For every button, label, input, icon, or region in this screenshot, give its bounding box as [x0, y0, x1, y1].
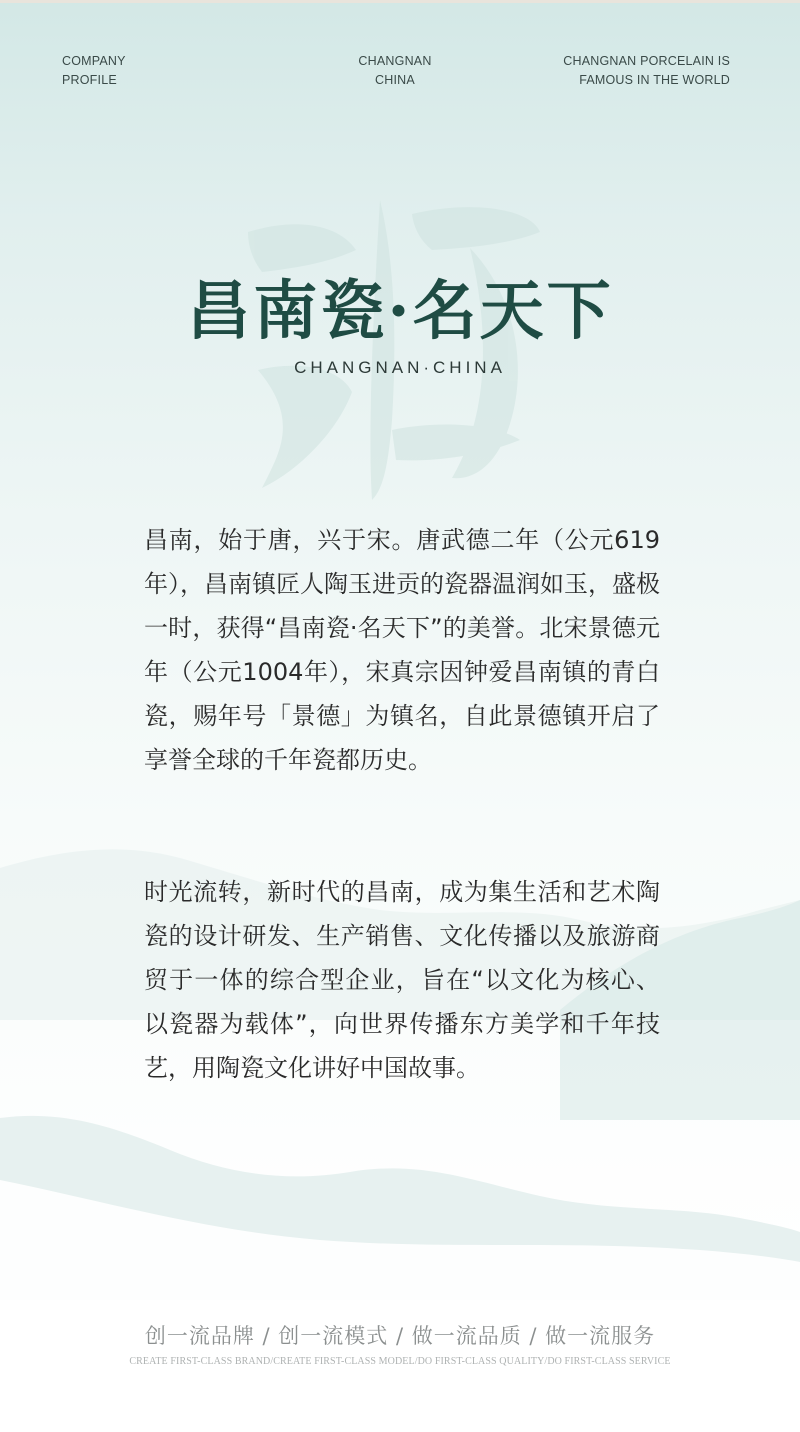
- header-company-profile: [62, 52, 126, 90]
- header-left-line-1: COMPANY: [62, 54, 126, 68]
- page-subtitle: CHANGNAN·CHINA: [294, 358, 506, 377]
- header-right-line-1: CHANGNAN PORCELAIN IS: [563, 54, 730, 68]
- header-location: [345, 52, 445, 90]
- page-title: 昌南瓷·名天下: [186, 274, 614, 349]
- header-left-line-2: PROFILE: [62, 73, 117, 87]
- mission-paragraph: 时光流转，新时代的昌南，成为集生活和艺术陶瓷的设计研发、生产销售、文化传播以及旅游商贸于一体的综合型企业，旨在“以文化为核心、以瓷器为载体”，向世界传播东方美学和千年技艺，用陶瓷文化讲好中国故事。: [144, 878, 660, 1082]
- header-tagline: [563, 52, 730, 90]
- footer-slogan-english: CREATE FIRST-CLASS BRAND/CREATE FIRST-CLASS MODEL/DO FIRST-CLASS QUALITY/DO FIRST-CLASS SERVICE: [129, 1356, 671, 1367]
- header-right-line-2: FAMOUS IN THE WORLD: [579, 73, 730, 87]
- header-mid-line-2: CHINA: [375, 73, 415, 87]
- footer-slogan: 创一流品牌 / 创一流模式 / 做一流品质 / 做一流服务: [144, 1324, 656, 1348]
- header-mid-line-1: CHANGNAN: [358, 54, 432, 68]
- intro-paragraph: 昌南，始于唐，兴于宋。唐武德二年（公元619年），昌南镇匠人陶玉进贡的瓷器温润如玉，盛极一时，获得“昌南瓷·名天下”的美誉。北宋景德元年（公元1004年），宋真宗因钟爱昌南镇的青白瓷，赐年号「景德」为镇名，自此景德镇开启了享誉全球的千年瓷都历史。: [144, 526, 660, 774]
- calligraphy-watermark: [248, 200, 540, 500]
